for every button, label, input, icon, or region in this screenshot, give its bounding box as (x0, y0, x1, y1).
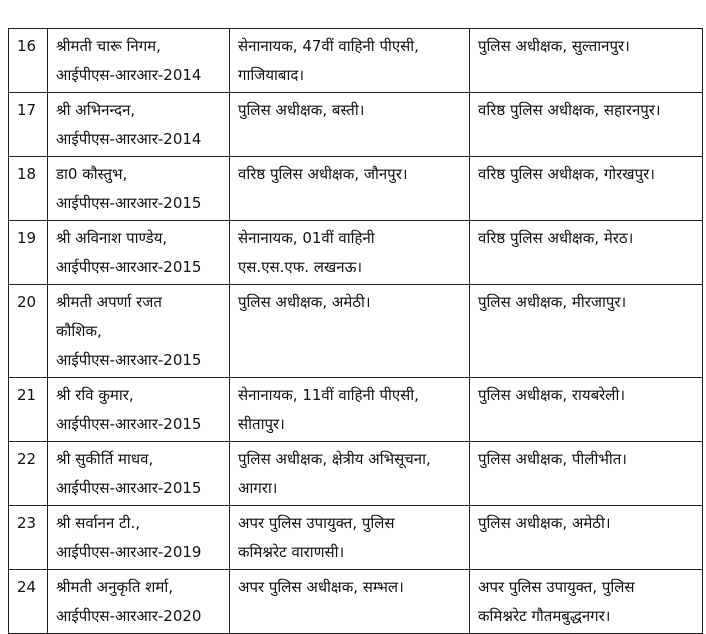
officer-name-cell (48, 157, 230, 221)
current-posting-line: सेनानायक, 01वीं वाहिनी (238, 229, 375, 247)
current-posting-line: एस.एस.एफ. लखनऊ। (238, 258, 363, 276)
officer-name-line: आईपीएस-आरआर-2019 (56, 543, 202, 561)
current-posting-line: सीतापुर। (238, 415, 285, 433)
new-posting-line: वरिष्ठ पुलिस अधीक्षक, मेरठ। (478, 229, 634, 247)
table-row (9, 93, 703, 157)
current-posting-line: कमिश्नरेट वाराणसी। (238, 543, 345, 561)
serial-number-cell: 24 (9, 570, 48, 634)
officer-name-line: कौशिक, (56, 322, 102, 340)
officer-name-cell (48, 506, 230, 570)
table-row (9, 378, 703, 442)
current-posting-line: पुलिस अधीक्षक, क्षेत्रीय अभिसूचना, (238, 450, 431, 468)
officer-name-cell (48, 285, 230, 378)
serial-number-cell: 19 (9, 221, 48, 285)
current-posting-cell (230, 506, 470, 570)
current-posting-line: अपर पुलिस अधीक्षक, सम्भल। (238, 578, 404, 596)
table-row (9, 442, 703, 506)
officer-name-line: आईपीएस-आरआर-2015 (56, 351, 202, 369)
serial-number-cell: 21 (9, 378, 48, 442)
current-posting-cell (230, 285, 470, 378)
table-row (9, 221, 703, 285)
new-posting-line: पुलिस अधीक्षक, सुल्तानपुर। (478, 37, 630, 55)
officer-name-line: आईपीएस-आरआर-2015 (56, 415, 202, 433)
officer-name-line: आईपीएस-आरआर-2014 (56, 66, 202, 84)
new-posting-cell (470, 285, 703, 378)
current-posting-cell (230, 378, 470, 442)
officer-name-line: आईपीएस-आरआर-2015 (56, 479, 202, 497)
officer-name-cell (48, 442, 230, 506)
serial-number-cell: 18 (9, 157, 48, 221)
officer-name-line: श्रीमती अनुकृति शर्मा, (56, 578, 174, 596)
officer-name-line: श्रीमती अपर्णा रजत (56, 293, 162, 311)
current-posting-line: वरिष्ठ पुलिस अधीक्षक, जौनपुर। (238, 165, 408, 183)
new-posting-line: अपर पुलिस उपायुक्त, पुलिस (478, 578, 635, 596)
current-posting-line: गाजियाबाद। (238, 66, 305, 84)
new-posting-line: पुलिस अधीक्षक, मीरजापुर। (478, 293, 627, 311)
new-posting-line: वरिष्ठ पुलिस अधीक्षक, सहारनपुर। (478, 101, 661, 119)
current-posting-line: आगरा। (238, 479, 278, 497)
new-posting-line: कमिश्नरेट गौतमबुद्धनगर। (478, 607, 611, 625)
new-posting-cell (470, 93, 703, 157)
table-row (9, 570, 703, 634)
officer-name-cell (48, 29, 230, 93)
new-posting-cell (470, 570, 703, 634)
new-posting-cell (470, 221, 703, 285)
current-posting-cell (230, 93, 470, 157)
table-row (9, 157, 703, 221)
officer-name-cell (48, 93, 230, 157)
officer-name-line: आईपीएस-आरआर-2014 (56, 130, 202, 148)
table-row (9, 29, 703, 93)
serial-number-cell: 16 (9, 29, 48, 93)
current-posting-line: सेनानायक, 11वीं वाहिनी पीएसी, (238, 386, 419, 404)
current-posting-cell (230, 570, 470, 634)
officer-name-line: आईपीएस-आरआर-2020 (56, 607, 202, 625)
new-posting-cell (470, 506, 703, 570)
current-posting-line: अपर पुलिस उपायुक्त, पुलिस (238, 514, 395, 532)
serial-number-cell: 17 (9, 93, 48, 157)
table-row (9, 506, 703, 570)
officer-name-line: आईपीएस-आरआर-2015 (56, 258, 202, 276)
current-posting-cell (230, 442, 470, 506)
new-posting-cell (470, 442, 703, 506)
current-posting-line: सेनानायक, 47वीं वाहिनी पीएसी, (238, 37, 419, 55)
serial-number-cell: 23 (9, 506, 48, 570)
new-posting-line: पुलिस अधीक्षक, पीलीभीत। (478, 450, 627, 468)
officer-name-line: डा0 कौस्तुभ, (56, 165, 128, 183)
new-posting-line: पुलिस अधीक्षक, रायबरेली। (478, 386, 626, 404)
transfer-table-body (9, 29, 703, 634)
serial-number-cell: 20 (9, 285, 48, 378)
officer-name-cell (48, 378, 230, 442)
officer-name-line: आईपीएस-आरआर-2015 (56, 194, 202, 212)
officer-name-line: श्री सर्वानन टी., (56, 514, 141, 532)
new-posting-cell (470, 378, 703, 442)
new-posting-line: वरिष्ठ पुलिस अधीक्षक, गोरखपुर। (478, 165, 655, 183)
current-posting-cell (230, 221, 470, 285)
officer-name-line: श्री अविनाश पाण्डेय, (56, 229, 168, 247)
current-posting-line: पुलिस अधीक्षक, अमेठी। (238, 293, 371, 311)
officer-name-line: श्री रवि कुमार, (56, 386, 134, 404)
officer-name-line: श्री अभिनन्दन, (56, 101, 136, 119)
new-posting-cell (470, 157, 703, 221)
current-posting-line: पुलिस अधीक्षक, बस्ती। (238, 101, 365, 119)
new-posting-cell (470, 29, 703, 93)
new-posting-line: पुलिस अधीक्षक, अमेठी। (478, 514, 611, 532)
serial-number-cell: 22 (9, 442, 48, 506)
officer-name-line: श्रीमती चारू निगम, (56, 37, 161, 55)
officer-name-line: श्री सुकीर्ति माधव, (56, 450, 154, 468)
current-posting-cell (230, 29, 470, 93)
transfer-table (8, 28, 703, 634)
officer-name-cell (48, 221, 230, 285)
table-row (9, 285, 703, 378)
current-posting-cell (230, 157, 470, 221)
officer-name-cell (48, 570, 230, 634)
